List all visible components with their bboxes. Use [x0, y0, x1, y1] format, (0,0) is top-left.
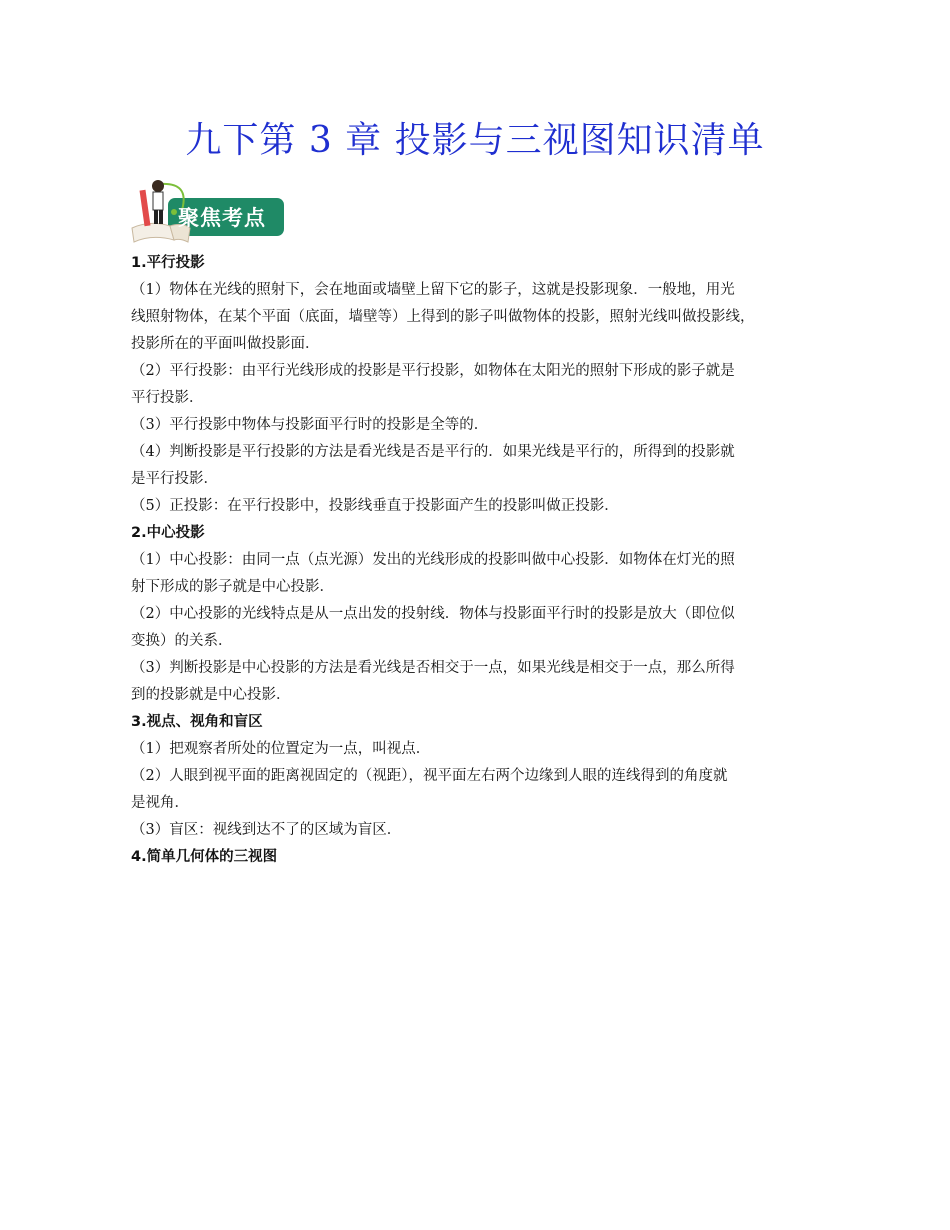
- paragraph-line: 变换）的关系．: [131, 633, 233, 649]
- paragraph-line: （3）盲区：视线到达不了的区域为盲区．: [131, 822, 402, 838]
- section-heading: 3.视点、视角和盲区: [131, 714, 263, 730]
- paragraph-line: 射下形成的影子就是中心投影．: [131, 579, 334, 595]
- section-heading: 2.中心投影: [131, 525, 205, 541]
- paragraph-line: 到的投影就是中心投影．: [131, 687, 291, 703]
- page-title: 九下第 3 章 投影与三视图知识清单: [185, 120, 765, 161]
- paragraph-line: （2）中心投影的光线特点是从一点出发的投射线．物体与投影面平行时的投影是放大（即位似: [131, 606, 735, 622]
- section-heading: 4.简单几何体的三视图: [131, 849, 278, 865]
- paragraph-line: （2）平行投影：由平行光线形成的投影是平行投影，如物体在太阳光的照射下形成的影子就是: [131, 363, 735, 379]
- person-icon: [152, 180, 164, 192]
- paragraph-line: （5）正投影：在平行投影中，投影线垂直于投影面产生的投影叫做正投影．: [131, 498, 619, 514]
- banner-label: 聚焦考点: [178, 206, 266, 230]
- paragraph-line: 平行投影．: [131, 390, 204, 406]
- paragraph-line: （3）平行投影中物体与投影面平行时的投影是全等的．: [131, 417, 489, 433]
- section-heading: 1.平行投影: [131, 255, 205, 271]
- paragraph-line: （2）人眼到视平面的距离视固定的（视距），视平面左右两个边缘到人眼的连线得到的角度就: [131, 768, 728, 784]
- paragraph-line: （1）物体在光线的照射下，会在地面或墙壁上留下它的影子，这就是投影现象．一般地，用光: [131, 282, 735, 298]
- paragraph-line: （3）判断投影是中心投影的方法是看光线是否相交于一点，如果光线是相交于一点，那么所得: [131, 660, 735, 676]
- paragraph-line: （1）中心投影：由同一点（点光源）发出的光线形成的投影叫做中心投影．如物体在灯光的照: [131, 552, 735, 568]
- paragraph-line: 是平行投影．: [131, 471, 218, 487]
- paragraph-line: （4）判断投影是平行投影的方法是看光线是否是平行的．如果光线是平行的，所得到的投影就: [131, 444, 735, 460]
- paragraph-line: 投影所在的平面叫做投影面．: [131, 336, 320, 352]
- paragraph-line: （1）把观察者所处的位置定为一点，叫视点．: [131, 741, 431, 757]
- content: [131, 250, 831, 871]
- paragraph-line: 是视角．: [131, 795, 189, 811]
- paragraph-line: 线照射物体，在某个平面（底面，墙壁等）上得到的影子叫做物体的投影，照射光线叫做投影线，: [131, 309, 755, 325]
